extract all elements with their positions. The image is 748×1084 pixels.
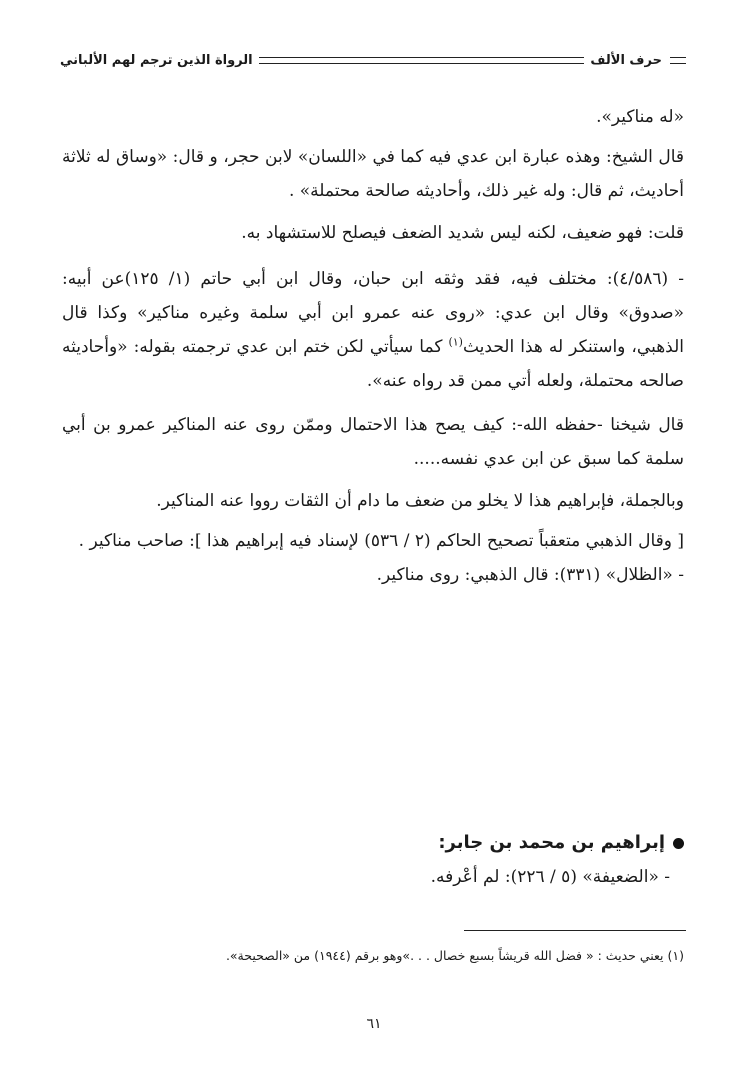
- running-header: [60, 48, 686, 72]
- footnote: (١) يعني حديث : « فضل الله قريشاً بسبع خصال . . .»وهو برقم (١٩٤٤) من «الصحيحة».: [225, 948, 684, 963]
- entry-title: إبراهيم بن محمد بن جابر:: [438, 832, 665, 853]
- footnote-marker[interactable]: (١): [448, 335, 463, 349]
- header-rule-long: [259, 57, 585, 64]
- main-text: [62, 100, 684, 592]
- paragraph: قلت: فهو ضعيف، لكنه ليس شديد الضعف فيصلح للاستشهاد به.: [241, 223, 684, 243]
- paragraph: [ وقال الذهبي متعقباً تصحيح الحاكم (٢ / ٥٣٦) لإسناد فيه إبراهيم هذا ]: صاحب مناكير .: [78, 531, 684, 551]
- paragraph: «له مناكير».: [596, 107, 684, 127]
- narrator-entry: [62, 826, 684, 894]
- paragraph: قال شيخنا -حفظه الله-: كيف يصح هذا الاحتمال وممّن روى عنه المناكير عمرو بن أبي سلمة كما سبق عن ابن عدي نفسه.....: [62, 415, 684, 469]
- entry-heading: [62, 826, 684, 860]
- paragraph: [62, 262, 684, 398]
- running-title: الرواة الذين ترجم لهم الألباني: [60, 52, 253, 68]
- entry-line: - «الضعيفة» (٥ / ٢٢٦): لم أعْرفه.: [430, 867, 670, 887]
- footnote-rule: [464, 930, 686, 931]
- bullet-icon: [673, 838, 684, 849]
- header-rule-short: [670, 57, 686, 64]
- page-number: ٦١: [366, 1016, 382, 1032]
- paragraph: - «الظلال» (٣٣١): قال الذهبي: روى مناكير.: [376, 565, 684, 585]
- paragraph: وبالجملة، فإبراهيم هذا لا يخلو من ضعف ما دام أن الثقات رووا عنه المناكير.: [156, 491, 684, 511]
- chapter-title: حرف الألف: [590, 52, 662, 68]
- paragraph-part: كما سيأتي لكن ختم ابن عدي ترجمته بقوله: «وأحاديثه صالحه محتملة، ولعله أتي ممن قد رواه عنه».: [62, 337, 684, 391]
- paragraph-part: - (٤/٥٨٦): مختلف فيه، فقد وثقه ابن حبان، وقال ابن أبي حاتم (١/ ١٢٥)عن أبيه: «صدوق» وقال ابن عدي: «روى عنه عمرو ابن أبي سلمة وغيره مناكير» وكذا قال الذهبي، واستنكر له هذا الحديث: [62, 269, 685, 357]
- paragraph: قال الشيخ: وهذه عبارة ابن عدي فيه كما في «اللسان» لابن حجر، و قال: «وساق له ثلاثة أحاديث، ثم قال: وله غير ذلك، وأحاديثه صالحة محتملة» .: [62, 147, 684, 201]
